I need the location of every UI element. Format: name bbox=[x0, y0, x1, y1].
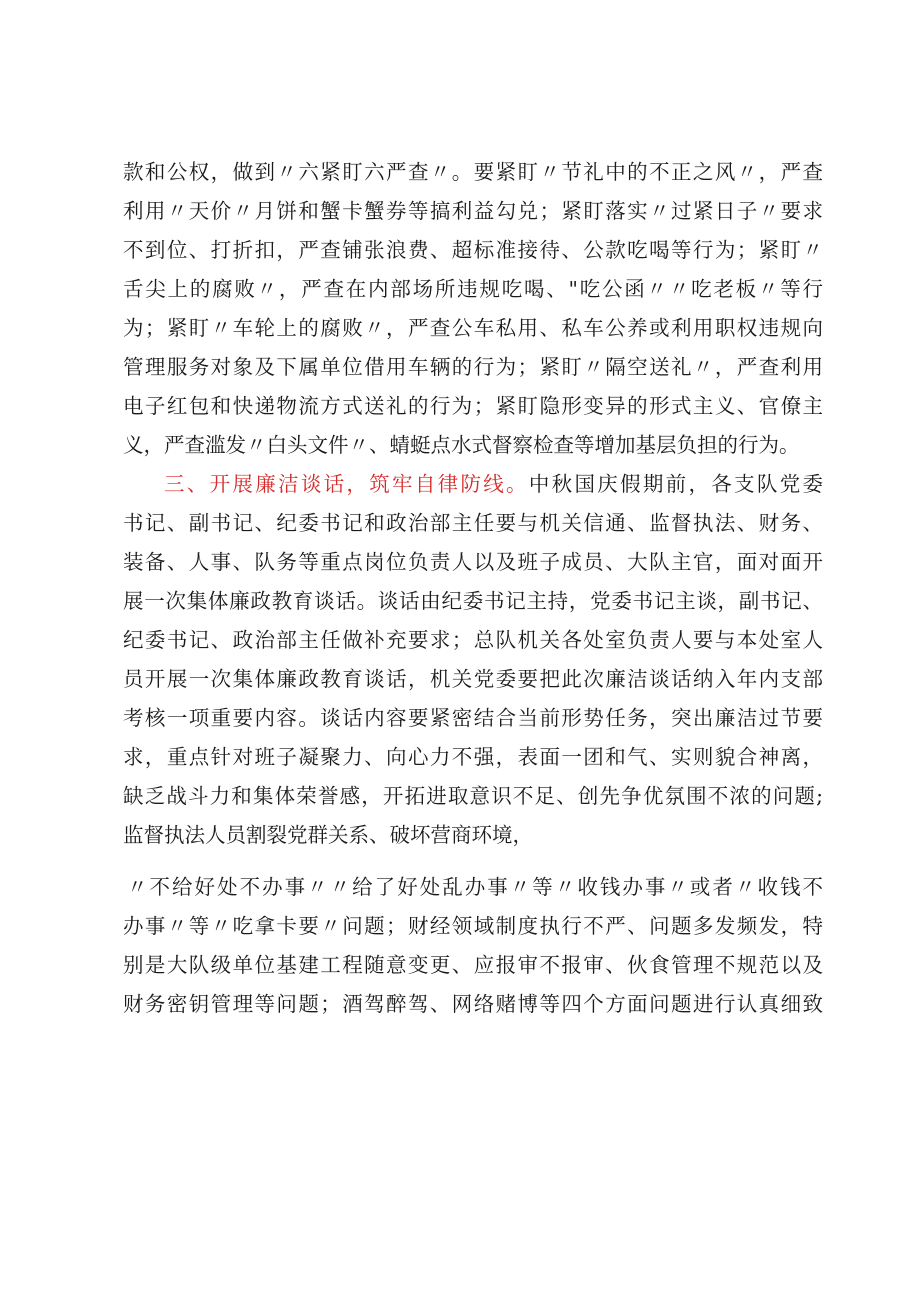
section-heading-line bbox=[164, 470, 823, 498]
text-line: 不到位、打折扣，严查铺张浪费、超标准接待、公款吃喝等行为；紧盯〃 bbox=[123, 238, 823, 262]
text-line: 义，严查滥发〃白头文件〃、蜻蜓点水式督察检查等增加基层负担的行为。 bbox=[123, 433, 800, 457]
text-line: 管理服务对象及下属单位借用车辆的行为；紧盯〃隔空送礼〃，严查利用 bbox=[123, 355, 823, 379]
text-line: 财务密钥管理等问题；酒驾醉驾、网络赌博等四个方面问题进行认真细致 bbox=[123, 992, 823, 1016]
text-line: 监督执法人员割裂党群关系、破坏营商环境， bbox=[123, 823, 533, 847]
text-line: 员开展一次集体廉政教育谈话，机关党委要把此次廉洁谈话纳入年内支部 bbox=[123, 667, 823, 691]
text-line: 考核一项重要内容。谈话内容要紧密结合当前形势任务，突出廉洁过节要 bbox=[123, 706, 823, 730]
text-line: 书记、副书记、纪委书记和政治部主任要与机关信通、监督执法、财务、 bbox=[123, 511, 823, 535]
text-line: 纪委书记、政治部主任做补充要求；总队机关各处室负责人要与本处室人 bbox=[123, 628, 823, 652]
text-line: 展一次集体廉政教育谈话。谈话由纪委书记主持，党委书记主谈，副书记、 bbox=[123, 589, 823, 613]
text-line: 求，重点针对班子凝聚力、向心力不强，表面一团和气、实则貌合神离， bbox=[123, 745, 823, 769]
text-line: 利用〃天价〃月饼和蟹卡蟹券等搞利益勾兑；紧盯落实〃过紧日子〃要求 bbox=[123, 199, 823, 223]
text-line: 为；紧盯〃车轮上的腐败〃，严查公车私用、私车公养或利用职权违规向 bbox=[123, 316, 823, 340]
text-line: 办事〃等〃吃拿卡要〃问题；财经领域制度执行不严、问题多发频发，特 bbox=[123, 914, 823, 938]
text-line: 别是大队级单位基建工程随意变更、应报审不报审、伙食管理不规范以及 bbox=[123, 953, 823, 977]
section-text: 中秋国庆假期前，各支队党委 bbox=[528, 472, 823, 496]
text-line: 缺乏战斗力和集体荣誉感，开拓进取意识不足、创先争优氛围不浓的问题; bbox=[123, 784, 823, 808]
text-line: 〃不给好处不办事〃〃给了好处乱办事〃等〃收钱办事〃或者〃收钱不 bbox=[127, 875, 823, 899]
text-line: 电子红包和快递物流方式送礼的行为；紧盯隐形变异的形式主义、官僚主 bbox=[123, 394, 823, 418]
text-line: 舌尖上的腐败〃，严查在内部场所违规吃喝、"吃公函〃〃吃老板〃等行 bbox=[123, 277, 823, 301]
text-line: 装备、人事、队务等重点岗位负责人以及班子成员、大队主官，面对面开 bbox=[123, 550, 823, 574]
text-line: 款和公权，做到〃六紧盯六严查〃。要紧盯〃节礼中的不正之风〃，严查 bbox=[123, 160, 823, 184]
section-heading: 三、开展廉洁谈话，筑牢自律防线。 bbox=[164, 472, 529, 496]
